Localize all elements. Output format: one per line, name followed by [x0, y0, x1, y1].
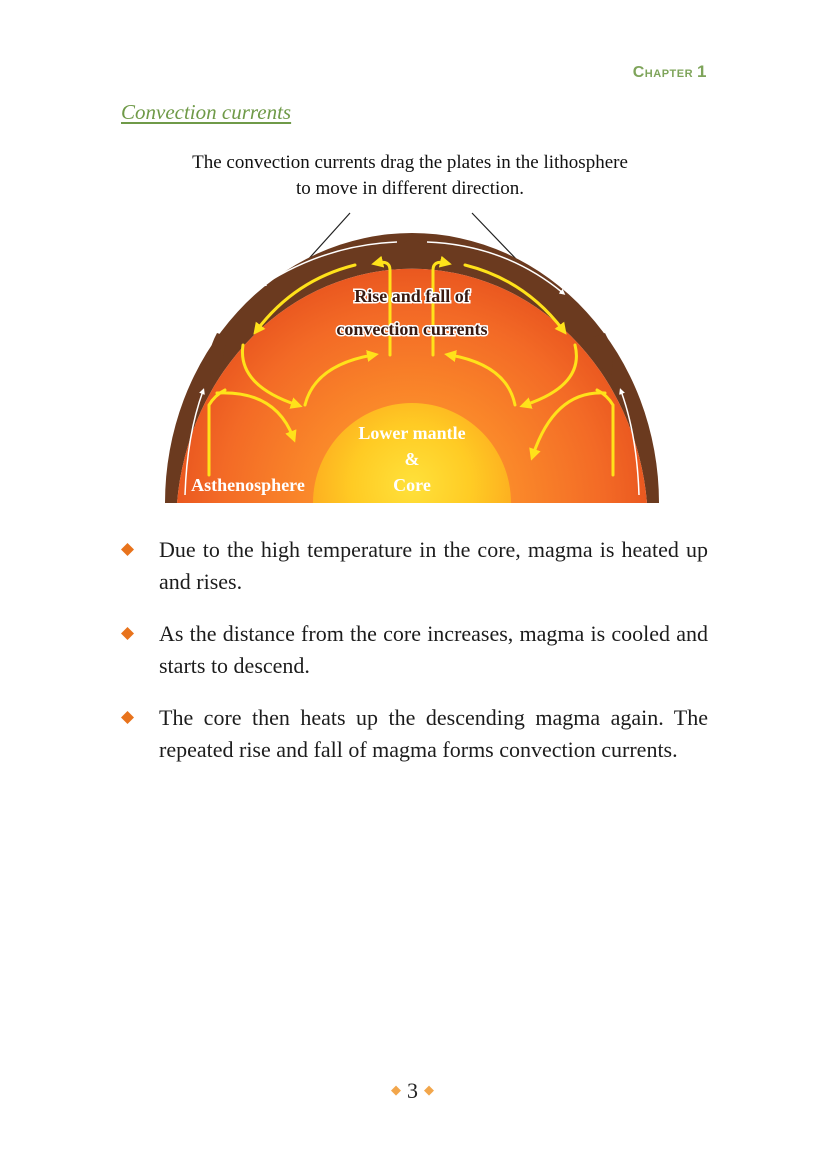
bullet-text: The core then heats up the descending magma again. The repeated rise and fall of magma forms convection currents.	[159, 705, 708, 762]
convection-diagram	[165, 205, 660, 505]
section-title: Convection currents	[121, 100, 292, 124]
chapter-heading	[633, 62, 707, 82]
bullet-text: As the distance from the core increases, magma is cooled and starts to descend.	[159, 621, 708, 678]
bullet-list	[118, 534, 708, 786]
diamond-ornament-icon: ◆	[424, 1082, 434, 1097]
caption-line-1: The convection currents drag the plates in the lithosphere	[192, 152, 628, 173]
diamond-bullet-icon	[121, 627, 134, 640]
label-core-line-1: Lower mantle	[358, 423, 466, 443]
bullet-text: Due to the high temperature in the core, magma is heated up and rises.	[159, 537, 708, 594]
diamond-ornament-icon: ◆	[391, 1082, 401, 1097]
page-number: 3	[407, 1078, 418, 1103]
page-footer	[0, 1078, 825, 1104]
diamond-bullet-icon	[121, 711, 134, 724]
chapter-number: 1	[697, 62, 707, 81]
list-item	[118, 534, 708, 598]
diamond-bullet-icon	[121, 543, 134, 556]
list-item	[118, 618, 708, 682]
label-rise-line-1: Rise and fall of	[354, 286, 470, 306]
figure-caption	[150, 150, 670, 202]
label-asthenosphere: Asthenosphere	[191, 475, 305, 495]
list-item	[118, 702, 708, 766]
chapter-label: Chapter	[632, 64, 694, 81]
label-core-line-2: &	[404, 449, 420, 469]
caption-line-2: to move in different direction.	[295, 178, 525, 199]
label-core-line-3: Core	[393, 475, 431, 495]
label-rise-line-2: convection currents	[336, 319, 488, 339]
